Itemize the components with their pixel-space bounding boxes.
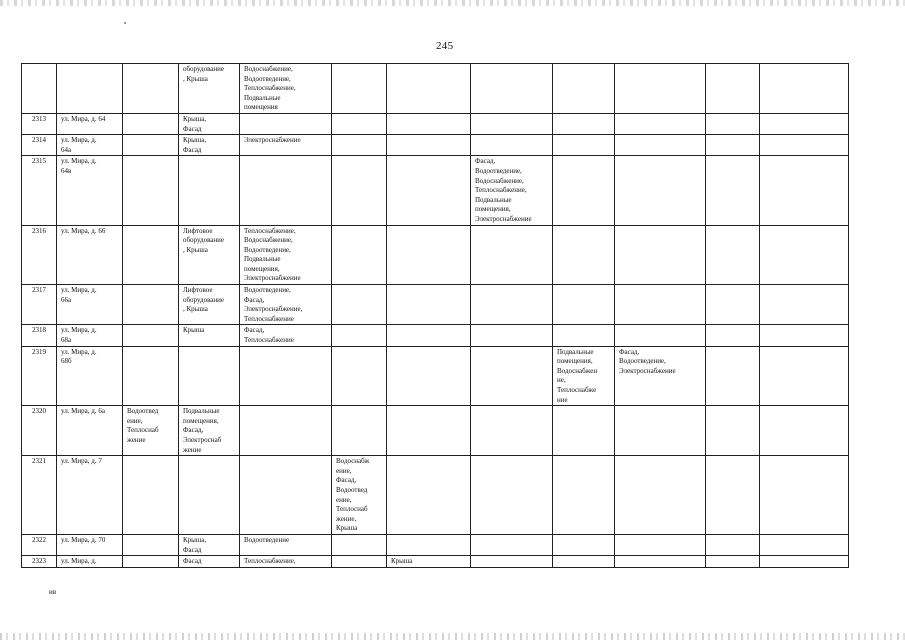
work-col-5-cell: Теплоснабжение, [240, 556, 332, 568]
work-col-7-cell [387, 225, 471, 285]
row-number-cell: 2320 [22, 406, 57, 456]
work-col-3-cell [123, 346, 179, 406]
address-cell: ул. Мира, д. [57, 556, 123, 568]
work-col-5-cell [240, 156, 332, 225]
work-col-12-cell [760, 406, 849, 456]
work-col-5-cell [240, 456, 332, 535]
row-number-cell: 2315 [22, 156, 57, 225]
work-col-6-cell [332, 285, 387, 325]
work-col-12-cell [760, 534, 849, 555]
work-col-3-cell [123, 325, 179, 346]
work-col-9-cell [553, 325, 615, 346]
work-col-8-cell [471, 406, 553, 456]
work-col-10-cell [615, 406, 706, 456]
work-col-12-cell [760, 556, 849, 568]
work-col-7-cell: Крыша [387, 556, 471, 568]
work-col-5-cell: Водоснабжение, Водоотведение, Теплоснабжение, Подвальные помещения [240, 64, 332, 114]
work-col-3-cell [123, 156, 179, 225]
address-cell: ул. Мира, д. 64а [57, 135, 123, 156]
row-number-cell: 2314 [22, 135, 57, 156]
work-col-9-cell [553, 156, 615, 225]
address-cell: ул. Мира, д. 68б [57, 346, 123, 406]
table-row [22, 113, 849, 134]
work-col-8-cell [471, 64, 553, 114]
work-col-10-cell [615, 534, 706, 555]
table-row [22, 456, 849, 535]
work-col-11-cell [706, 225, 760, 285]
page-number: 245 [436, 40, 454, 52]
work-col-10-cell: Фасад, Водоотведение, Электроснабжение [615, 346, 706, 406]
work-col-11-cell [706, 456, 760, 535]
work-col-3-cell [123, 135, 179, 156]
work-col-12-cell [760, 156, 849, 225]
work-col-7-cell [387, 135, 471, 156]
work-col-4-cell: Лифтовое оборудование , Крыша [179, 285, 240, 325]
work-col-8-cell [471, 556, 553, 568]
work-col-5-cell: Фасад, Теплоснабжение [240, 325, 332, 346]
row-number-cell: 2322 [22, 534, 57, 555]
row-number-cell: 2317 [22, 285, 57, 325]
work-col-3-cell [123, 64, 179, 114]
work-col-8-cell [471, 285, 553, 325]
table-row [22, 406, 849, 456]
table-row [22, 346, 849, 406]
row-number-cell [22, 64, 57, 114]
work-col-8-cell [471, 325, 553, 346]
work-col-6-cell [332, 113, 387, 134]
work-col-3-cell [123, 556, 179, 568]
footer-note: ив [49, 588, 57, 596]
scan-artifact-top [0, 0, 905, 6]
work-col-9-cell [553, 285, 615, 325]
work-col-10-cell [615, 113, 706, 134]
address-cell: ул. Мира, д. 66 [57, 225, 123, 285]
work-col-7-cell [387, 285, 471, 325]
table-row [22, 285, 849, 325]
work-col-3-cell [123, 225, 179, 285]
work-col-6-cell [332, 556, 387, 568]
work-col-9-cell [553, 456, 615, 535]
work-col-5-cell: Электроснабжение [240, 135, 332, 156]
work-col-11-cell [706, 325, 760, 346]
work-col-4-cell: Крыша, Фасад [179, 113, 240, 134]
work-col-9-cell [553, 225, 615, 285]
work-col-10-cell [615, 135, 706, 156]
work-col-7-cell [387, 325, 471, 346]
work-col-4-cell: Лифтовое оборудование , Крыша [179, 225, 240, 285]
work-col-6-cell [332, 225, 387, 285]
work-col-6-cell [332, 325, 387, 346]
work-col-7-cell [387, 406, 471, 456]
work-col-9-cell [553, 135, 615, 156]
work-col-9-cell [553, 556, 615, 568]
work-col-11-cell [706, 346, 760, 406]
scan-speck [124, 22, 126, 24]
work-col-7-cell [387, 156, 471, 225]
work-col-12-cell [760, 285, 849, 325]
work-col-10-cell [615, 456, 706, 535]
row-number-cell: 2316 [22, 225, 57, 285]
work-col-12-cell [760, 456, 849, 535]
work-col-8-cell [471, 135, 553, 156]
work-col-4-cell: Крыша, Фасад [179, 534, 240, 555]
work-col-6-cell [332, 406, 387, 456]
work-col-10-cell [615, 156, 706, 225]
work-col-5-cell: Водоотведение [240, 534, 332, 555]
work-col-12-cell [760, 135, 849, 156]
address-cell: ул. Мира, д. 68а [57, 325, 123, 346]
address-cell: ул. Мира, д. 64 [57, 113, 123, 134]
work-col-7-cell [387, 64, 471, 114]
work-col-5-cell: Теплоснабжение, Водоснабжение, Водоотведение, Подвальные помещения, Электроснабжение [240, 225, 332, 285]
work-col-10-cell [615, 325, 706, 346]
work-col-8-cell [471, 225, 553, 285]
table-row [22, 225, 849, 285]
work-col-7-cell [387, 456, 471, 535]
work-col-12-cell [760, 225, 849, 285]
table-row [22, 64, 849, 114]
work-col-6-cell [332, 64, 387, 114]
work-col-9-cell [553, 406, 615, 456]
work-col-4-cell: Фасад [179, 556, 240, 568]
repair-schedule-table [21, 63, 849, 568]
work-col-3-cell [123, 534, 179, 555]
work-col-4-cell: Подвальные помещения, Фасад, Электроснаб жение [179, 406, 240, 456]
work-col-6-cell: Водоснабж ение, Фасад, Водоотвед ение, Теплоснаб жение, Крыша [332, 456, 387, 535]
address-cell: ул. Мира, д. 6а [57, 406, 123, 456]
work-col-6-cell [332, 135, 387, 156]
work-col-11-cell [706, 534, 760, 555]
work-col-4-cell: оборудование , Крыша [179, 64, 240, 114]
work-col-9-cell [553, 534, 615, 555]
work-col-5-cell [240, 346, 332, 406]
work-col-11-cell [706, 156, 760, 225]
work-col-10-cell [615, 285, 706, 325]
row-number-cell: 2318 [22, 325, 57, 346]
work-col-3-cell: Водоотвед ение, Теплоснаб жение [123, 406, 179, 456]
work-col-5-cell: Водоотведение, Фасад, Электроснабжение, Теплоснабжение [240, 285, 332, 325]
work-col-8-cell [471, 346, 553, 406]
table-row [22, 556, 849, 568]
work-col-9-cell [553, 64, 615, 114]
work-col-11-cell [706, 113, 760, 134]
work-col-10-cell [615, 556, 706, 568]
row-number-cell: 2313 [22, 113, 57, 134]
work-col-12-cell [760, 325, 849, 346]
work-col-3-cell [123, 456, 179, 535]
table-row [22, 156, 849, 225]
address-cell [57, 64, 123, 114]
work-col-6-cell [332, 346, 387, 406]
work-col-5-cell [240, 113, 332, 134]
work-col-11-cell [706, 64, 760, 114]
address-cell: ул. Мира, д. 66а [57, 285, 123, 325]
address-cell: ул. Мира, д. 7 [57, 456, 123, 535]
work-col-3-cell [123, 285, 179, 325]
row-number-cell: 2323 [22, 556, 57, 568]
work-col-7-cell [387, 534, 471, 555]
table-row [22, 325, 849, 346]
work-col-12-cell [760, 64, 849, 114]
work-col-4-cell [179, 346, 240, 406]
table-row [22, 135, 849, 156]
work-col-11-cell [706, 135, 760, 156]
row-number-cell: 2321 [22, 456, 57, 535]
work-col-11-cell [706, 406, 760, 456]
work-col-4-cell: Крыша [179, 325, 240, 346]
work-col-11-cell [706, 556, 760, 568]
work-col-8-cell [471, 534, 553, 555]
work-col-8-cell [471, 113, 553, 134]
work-col-10-cell [615, 64, 706, 114]
work-col-5-cell [240, 406, 332, 456]
scan-artifact-bottom [0, 633, 905, 640]
work-col-6-cell [332, 534, 387, 555]
work-col-7-cell [387, 113, 471, 134]
work-col-6-cell [332, 156, 387, 225]
work-col-4-cell [179, 456, 240, 535]
work-col-11-cell [706, 285, 760, 325]
work-col-8-cell: Фасад, Водоотведение, Водоснабжение, Теплоснабжение, Подвальные помещения, Электроснабжение [471, 156, 553, 225]
work-col-4-cell [179, 156, 240, 225]
work-col-7-cell [387, 346, 471, 406]
work-col-3-cell [123, 113, 179, 134]
table-row [22, 534, 849, 555]
row-number-cell: 2319 [22, 346, 57, 406]
work-col-12-cell [760, 113, 849, 134]
work-col-4-cell: Крыша, Фасад [179, 135, 240, 156]
work-col-10-cell [615, 225, 706, 285]
work-col-9-cell: Подвальные помещения, Водоснабжен ие, Теплоснабже ние [553, 346, 615, 406]
work-col-9-cell [553, 113, 615, 134]
work-col-12-cell [760, 346, 849, 406]
address-cell: ул. Мира, д. 70 [57, 534, 123, 555]
work-col-8-cell [471, 456, 553, 535]
address-cell: ул. Мира, д. 64в [57, 156, 123, 225]
